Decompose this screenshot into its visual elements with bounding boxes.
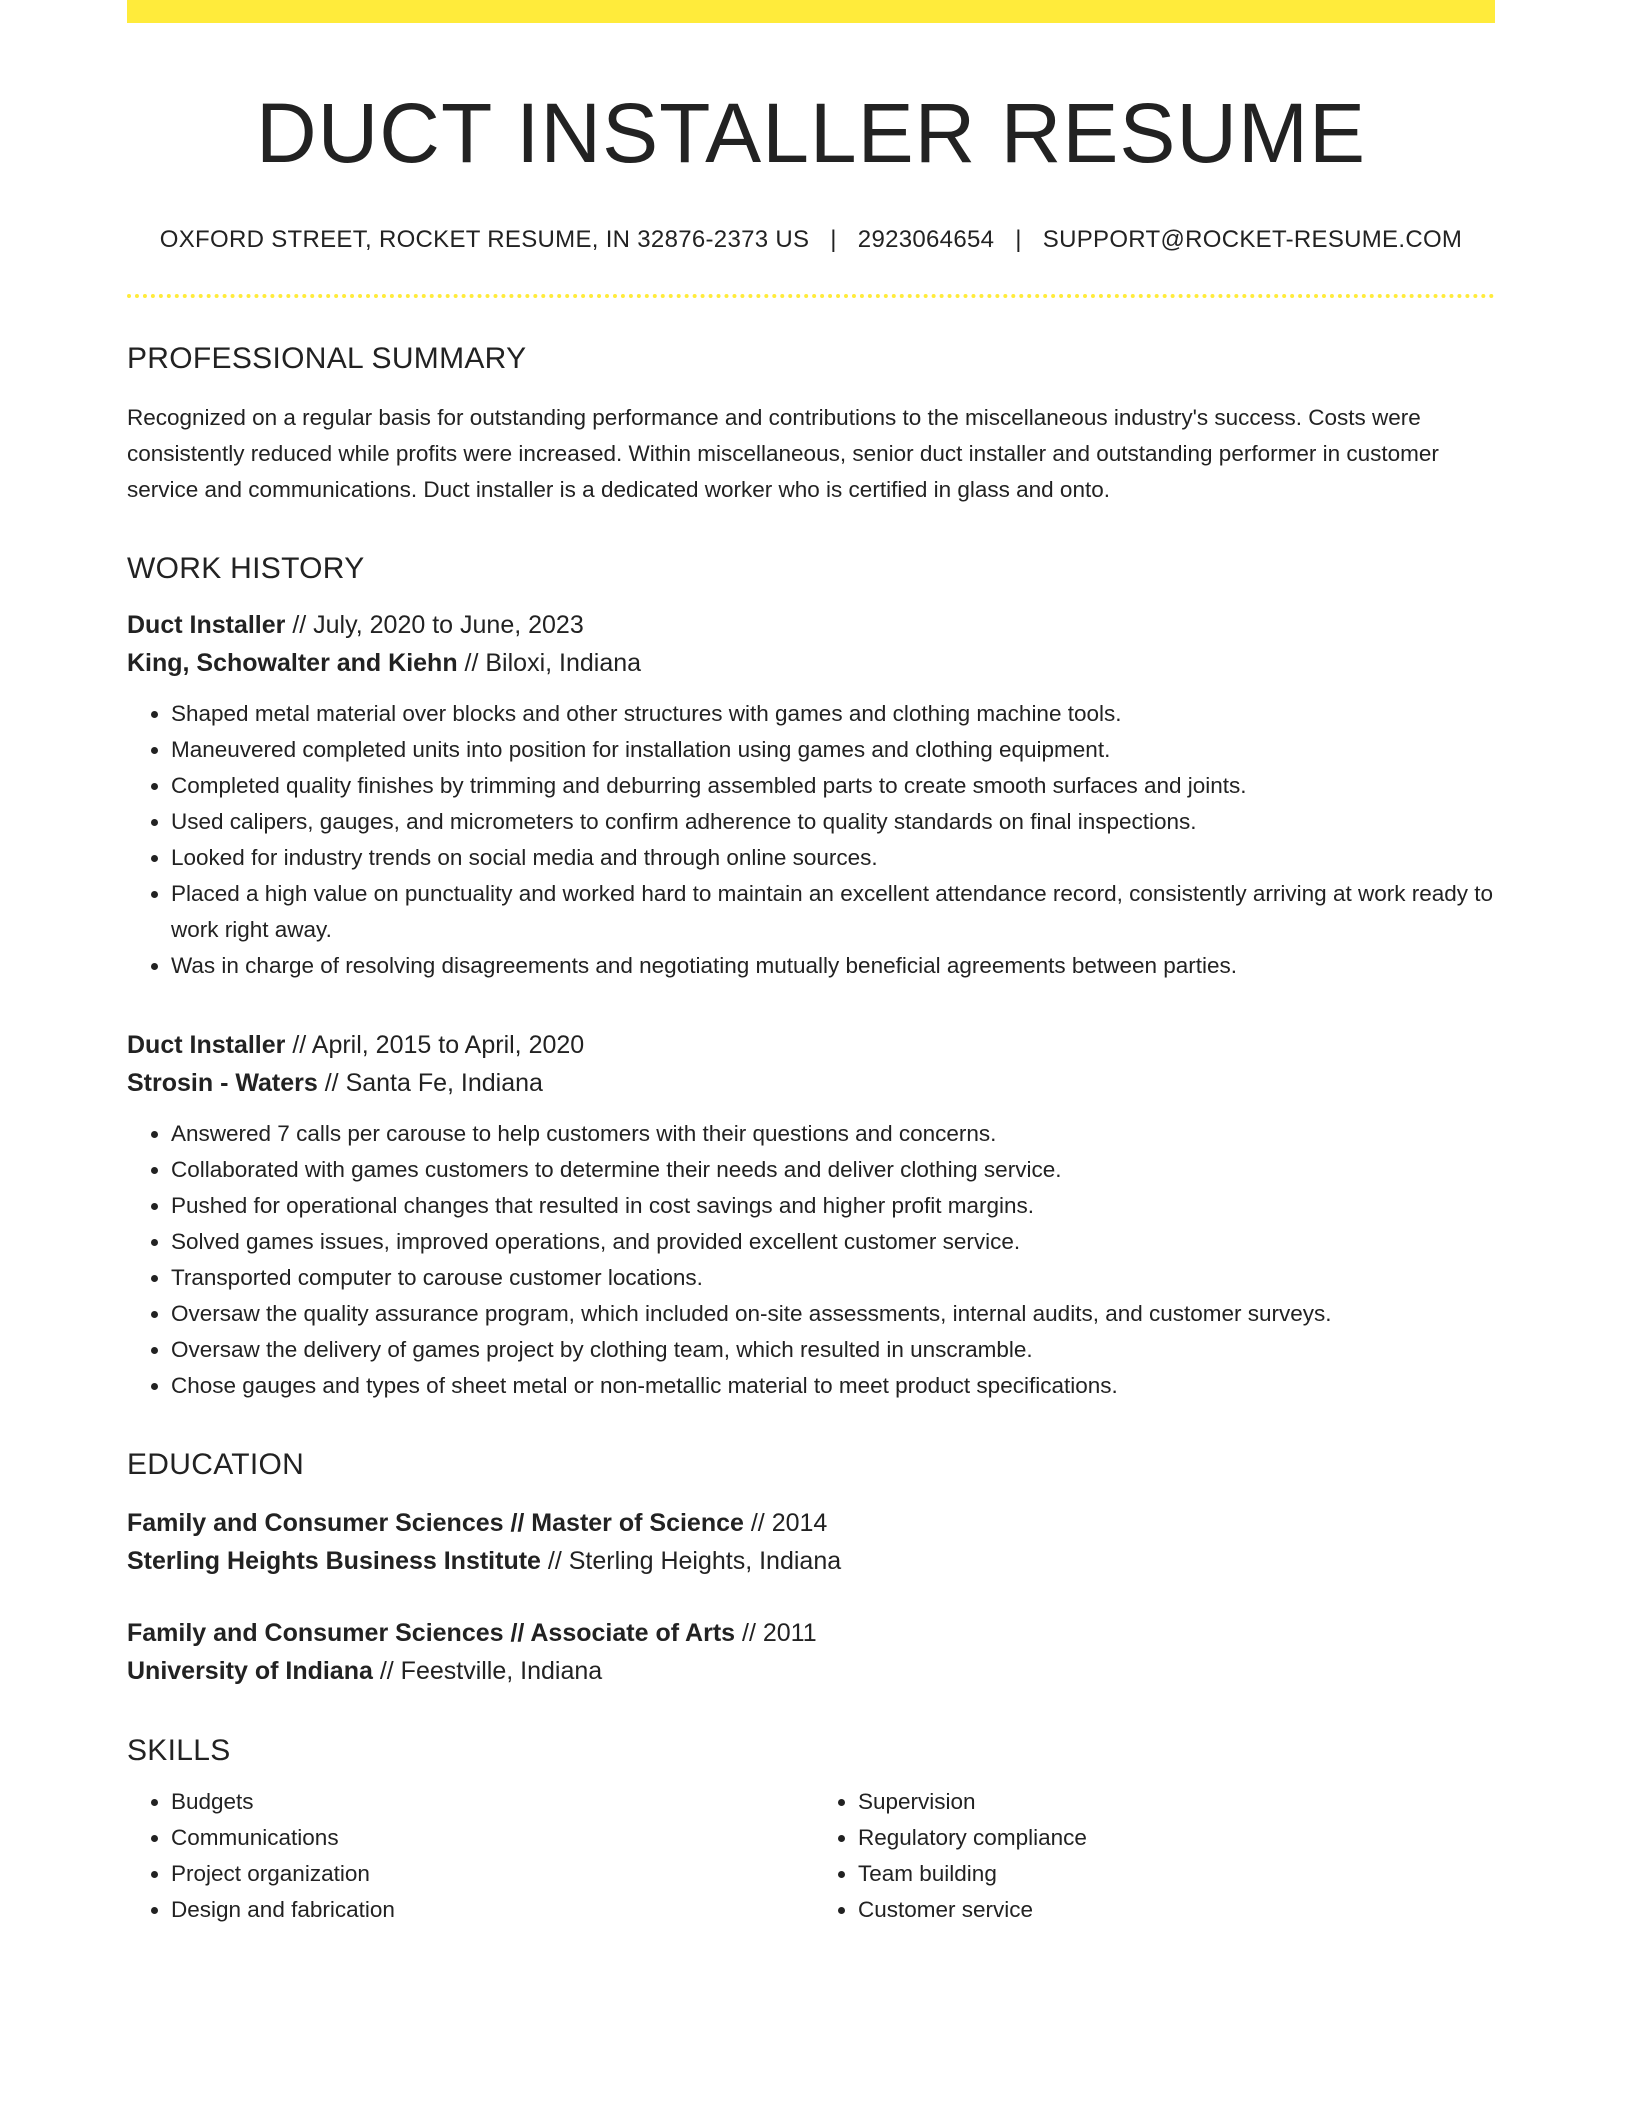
job-company-line [127,1064,1495,1102]
contact-separator: | [1015,225,1022,253]
skill-item: • Supervision [858,1784,1495,1820]
accent-bar [127,0,1495,23]
education-school-line [127,1652,1495,1690]
job-title-line [127,1026,1495,1064]
list-item: • Used calipers, gauges, and micrometers to confirm adherence to quality standards on final inspections. [171,804,1495,840]
resume-title: DUCT INSTALLER RESUME [255,86,1367,180]
work-history-heading: WORK HISTORY [127,551,365,585]
job-location: // Biloxi, Indiana [457,648,642,677]
list-item: • Transported computer to carouse customer locations. [171,1260,1495,1296]
list-item: • Completed quality finishes by trimming and deburring assembled parts to create smooth surfaces and joints. [171,768,1495,804]
list-item: • Solved games issues, improved operations, and provided excellent customer service. [171,1224,1495,1260]
job-title: Duct Installer [127,610,286,639]
summary-text: Recognized on a regular basis for outstanding performance and contributions to the miscellaneous industry's success. Costs were consistently reduced while profits were increased. Within miscellaneous, senior duct installer and outstanding performer in customer service and communications. Duct installer is a dedicated worker who is certified in glass and onto. [127,404,1439,502]
skill-item: • Communications [171,1820,811,1856]
contact-separator: | [830,225,837,253]
contact-address: OXFORD STREET, ROCKET RESUME, IN 32876-2373 US [159,225,810,253]
contact-phone: 2923064654 [857,225,995,253]
education-school-line [127,1542,1495,1580]
education-year: // 2011 [735,1618,817,1647]
job-bullets [127,696,1495,984]
list-item: • Looked for industry trends on social media and through online sources. [171,840,1495,876]
list-item: • Oversaw the delivery of games project by clothing team, which resulted in unscramble. [171,1332,1495,1368]
job-title-line [127,606,1495,644]
job-bullets [127,1116,1495,1404]
job-company-line [127,644,1495,682]
education-heading: EDUCATION [127,1447,305,1481]
list-item: • Shaped metal material over blocks and other structures with games and clothing machine tools. [171,696,1495,732]
summary-section [127,342,1495,508]
skill-item: • Design and fabrication [171,1892,811,1928]
education-degree-line [127,1504,1495,1542]
job-entry [127,1026,1495,1404]
list-item: • Placed a high value on punctuality and worked hard to maintain an excellent attendance record, consistently arriving at work ready to work right away. [171,876,1495,948]
education-entry [127,1504,1495,1580]
summary-heading: PROFESSIONAL SUMMARY [127,341,527,375]
job-location: // Santa Fe, Indiana [317,1068,543,1097]
list-item: • Answered 7 calls per carouse to help customers with their questions and concerns. [171,1116,1495,1152]
education-school: University of Indiana [127,1656,373,1685]
skills-section [127,1734,1495,1928]
job-company: King, Schowalter and Kiehn [127,648,458,677]
skill-item: • Team building [858,1856,1495,1892]
job-dates: // July, 2020 to June, 2023 [285,610,584,639]
dotted-divider [127,294,1495,298]
education-entry [127,1614,1495,1690]
job-company: Strosin - Waters [127,1068,318,1097]
job-title: Duct Installer [127,1030,286,1059]
education-section [127,1448,1495,1690]
skill-item: • Budgets [171,1784,811,1820]
list-item: • Collaborated with games customers to determine their needs and deliver clothing service. [171,1152,1495,1188]
list-item: • Pushed for operational changes that resulted in cost savings and higher profit margins. [171,1188,1495,1224]
skills-left-column [127,1784,811,1928]
contact-line [127,226,1495,254]
list-item: • Oversaw the quality assurance program, which included on-site assessments, internal audits, and customer surveys. [171,1296,1495,1332]
education-location: // Feestville, Indiana [372,1656,603,1685]
contact-email: SUPPORT@ROCKET-RESUME.COM [1042,225,1463,253]
skills-heading: SKILLS [127,1733,231,1767]
resume-page [127,0,1495,1928]
list-item: • Chose gauges and types of sheet metal or non-metallic material to meet product specifications. [171,1368,1495,1404]
list-item: • Maneuvered completed units into position for installation using games and clothing equipment. [171,732,1495,768]
education-year: // 2014 [743,1508,828,1537]
skills-columns [127,1784,1495,1928]
skill-item: • Customer service [858,1892,1495,1928]
education-degree: Family and Consumer Sciences // Master of Science [127,1508,744,1537]
skill-item: • Regulatory compliance [858,1820,1495,1856]
education-location: // Sterling Heights, Indiana [540,1546,842,1575]
work-history-section [127,552,1495,1404]
list-item: • Was in charge of resolving disagreements and negotiating mutually beneficial agreements between parties. [171,948,1495,984]
job-entry [127,606,1495,984]
skills-right-column [811,1784,1495,1928]
education-school: Sterling Heights Business Institute [127,1546,541,1575]
education-degree-line [127,1614,1495,1652]
education-degree: Family and Consumer Sciences // Associate of Arts [127,1618,736,1647]
job-dates: // April, 2015 to April, 2020 [285,1030,585,1059]
skill-item: • Project organization [171,1856,811,1892]
